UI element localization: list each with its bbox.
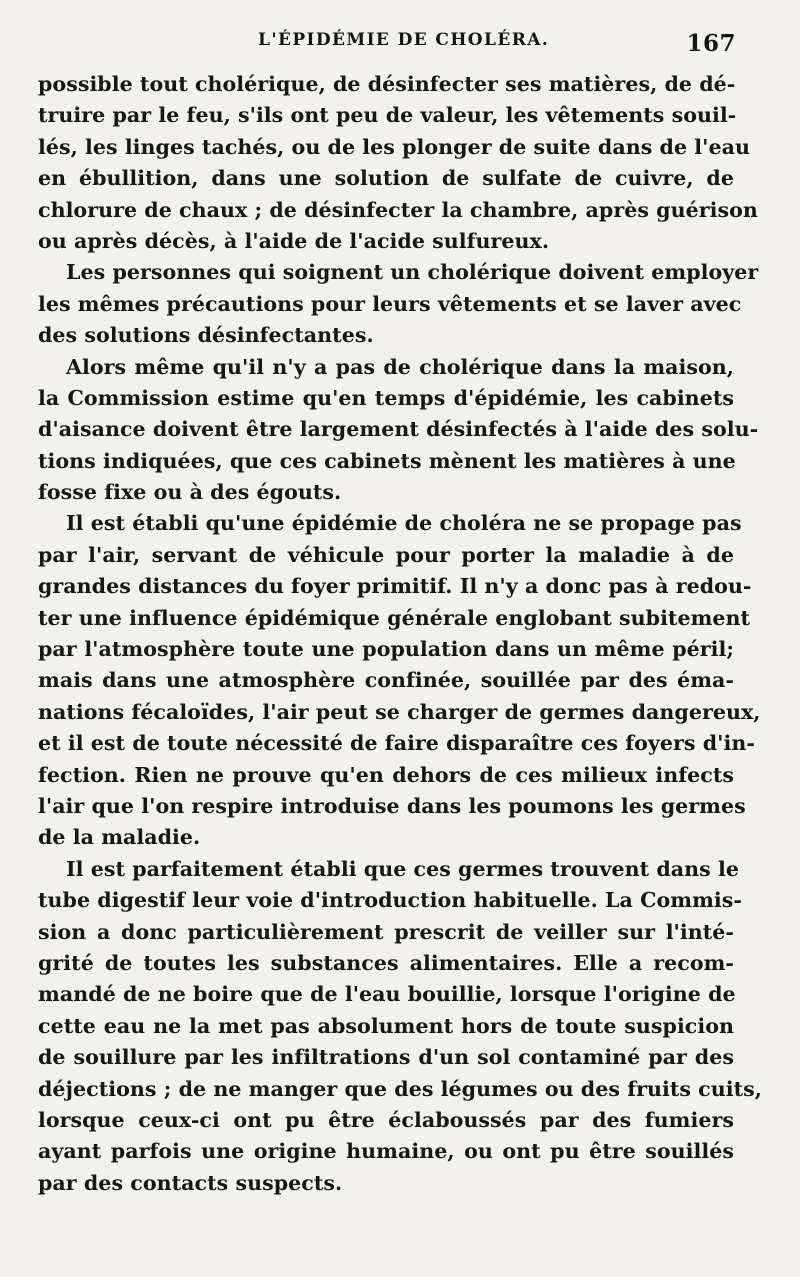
text-line: lorsque ceux-ci ont pu être éclaboussés par des fumiers xyxy=(38,1107,734,1132)
paragraph-2 xyxy=(38,257,759,351)
text-line: lés, les linges tachés, ou de les plonger de suite dans de l'eau xyxy=(38,134,750,159)
page-number: 167 xyxy=(686,30,736,57)
text-line: en ébullition, dans une solution de sulfate de cuivre, de xyxy=(38,166,734,191)
text-line: par des contacts suspects. xyxy=(38,1170,343,1195)
paragraph-3 xyxy=(38,352,759,509)
text-line: tions indiquées, que ces cabinets mènent les matières à une xyxy=(38,448,736,473)
text-line: Il est parfaitement établi que ces germes trouvent dans le xyxy=(66,856,739,881)
text-line: sion a donc particulièrement prescrit de veiller sur l'inté- xyxy=(38,919,734,944)
text-line: la Commission estime qu'en temps d'épidémie, les cabinets xyxy=(38,385,734,410)
text-line: ter une influence épidémique générale englobant subitement xyxy=(38,605,751,630)
text-line: mandé de ne boire que de l'eau bouillie, lorsque l'origine de xyxy=(38,982,736,1007)
paragraph-4 xyxy=(38,508,761,853)
text-line: fosse fixe ou à des égouts. xyxy=(38,480,342,505)
text-line: de souillure par les infiltrations d'un sol contaminé par des xyxy=(38,1045,734,1070)
text-line: les mêmes précautions pour leurs vêtements et se laver avec xyxy=(38,291,742,316)
text-line: par l'air, servant de véhicule pour porter la maladie à de xyxy=(38,542,734,567)
running-head: L'ÉPIDÉMIE DE CHOLÉRA. xyxy=(258,30,550,50)
text-line: truire par le feu, s'ils ont peu de valeur, les vêtements souil- xyxy=(38,103,737,128)
text-line: chlorure de chaux ; de désinfecter la chambre, après guérison xyxy=(38,197,758,222)
text-line: l'air que l'on respire introduise dans les poumons les germes xyxy=(38,793,746,818)
text-line: Les personnes qui soignent un cholérique doivent employer xyxy=(66,260,759,285)
text-line: et il est de toute nécessité de faire disparaître ces foyers d'in- xyxy=(38,731,755,756)
page-header xyxy=(36,22,736,62)
text-line: possible tout cholérique, de désinfecter ses matières, de dé- xyxy=(38,72,736,96)
text-line: ou après décès, à l'aide de l'acide sulfureux. xyxy=(38,228,550,253)
text-line: par l'atmosphère toute une population dans un même péril; xyxy=(38,637,734,662)
text-line: nations fécaloïdes, l'air peut se charger de germes dangereux, xyxy=(38,699,761,724)
text-line: grité de toutes les substances alimentaires. Elle a recom- xyxy=(38,950,734,975)
text-line: tube digestif leur voie d'introduction habituelle. La Commis- xyxy=(38,888,742,913)
text-line: grandes distances du foyer primitif. Il n'y a donc pas à redou- xyxy=(38,574,752,599)
text-line: déjections ; de ne manger que des légumes ou des fruits cuits, xyxy=(38,1076,762,1101)
paragraph-5 xyxy=(38,854,762,1199)
text-line: de la maladie. xyxy=(38,825,201,850)
text-line: fection. Rien ne prouve qu'en dehors de ces milieux infects xyxy=(38,762,734,787)
paragraph-1 xyxy=(38,69,758,257)
text-line: Il est établi qu'une épidémie de choléra ne se propage pas xyxy=(66,511,742,536)
text-line: des solutions désinfectantes. xyxy=(38,323,374,348)
text-line: mais dans une atmosphère confinée, souillée par des éma- xyxy=(38,668,734,693)
text-line: Alors même qu'il n'y a pas de cholérique dans la maison, xyxy=(66,354,734,379)
text-line: d'aisance doivent être largement désinfectés à l'aide des solu- xyxy=(38,417,759,442)
text-line: cette eau ne la met pas absolument hors de toute suspicion xyxy=(38,1013,734,1038)
body-text xyxy=(38,69,762,1199)
text-line: ayant parfois une origine humaine, ou ont pu être souillés xyxy=(38,1139,734,1164)
